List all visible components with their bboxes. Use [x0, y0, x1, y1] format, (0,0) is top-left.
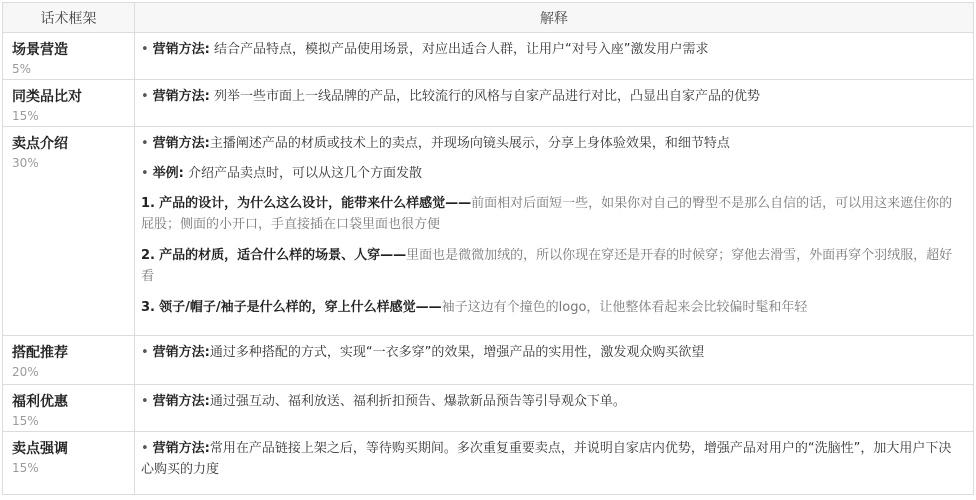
- framework-percent: 30%: [12, 156, 39, 170]
- numbered-item: [141, 193, 963, 235]
- line-label: 营销方法:: [152, 345, 210, 360]
- table-row: [3, 432, 974, 495]
- line-text: 通过多种搭配的方式，实现“一衣多穿”的效果，增强产品的实用性，激发观众购买欲望: [209, 345, 705, 360]
- item-title: 产品的设计，为什么这么设计，能带来什么样感觉——: [159, 196, 472, 211]
- framework-percent: 20%: [12, 365, 39, 379]
- item-number: 3.: [141, 300, 155, 315]
- table-row: [3, 127, 974, 336]
- framework-name: 卖点强调: [12, 441, 68, 457]
- bullet-line: • 营销方法:主播阐述产品的材质或技术上的卖点，并现场向镜头展示，分享上身体验效果，和细节特点: [141, 136, 730, 151]
- framework-name: 场景营造: [12, 42, 68, 58]
- framework-percent: 15%: [12, 109, 39, 123]
- item-number: 1.: [141, 196, 155, 211]
- framework-cell: [3, 432, 135, 495]
- framework-name: 同类品比对: [12, 89, 82, 105]
- framework-percent: 15%: [12, 414, 39, 428]
- line-text: 主播阐述产品的材质或技术上的卖点，并现场向镜头展示，分享上身体验效果，和细节特点: [209, 136, 730, 151]
- framework-cell: [3, 80, 135, 127]
- bullet-line: • 营销方法:通过多种搭配的方式，实现“一衣多穿”的效果，增强产品的实用性，激发观众购买欲望: [141, 345, 705, 360]
- item-detail: 里面也是微微加绒的，所以你现在穿还是开春的时候穿；穿他去滑雪，外面再穿个羽绒服，超好看: [141, 248, 953, 284]
- item-title: 产品的材质，适合什么样的场景、人穿——: [159, 248, 407, 263]
- table-row: [3, 80, 974, 127]
- line-label: 营销方法:: [152, 441, 210, 456]
- line-label: 营销方法:: [152, 89, 210, 104]
- framework-cell: [3, 33, 135, 80]
- table-header-row: [3, 3, 974, 33]
- line-text: 结合产品特点，模拟产品使用场景，对应出适合人群，让用户“对号入座”激发用户需求: [214, 42, 709, 57]
- framework-name: 福利优惠: [12, 394, 68, 410]
- item-title: 领子/帽子/袖子是什么样的，穿上什么样感觉——: [159, 300, 442, 315]
- bullet-line: • 营销方法:通过强互动、福利放送、福利折扣预告、爆款新品预告等引导观众下单。: [141, 394, 626, 409]
- line-label: 举例:: [152, 166, 184, 181]
- framework-name: 搭配推荐: [12, 345, 68, 361]
- framework-percent: 5%: [12, 62, 32, 76]
- header-framework: 话术框架: [3, 3, 135, 33]
- bullet-line: • 营销方法: 列举一些市面上一线品牌的产品，比较流行的风格与自家产品进行对比，凸显出自家产品的优势: [141, 89, 761, 104]
- explanation-cell: [135, 336, 974, 385]
- numbered-item: [141, 245, 963, 287]
- line-label: 营销方法:: [152, 394, 210, 409]
- line-label: 营销方法:: [152, 136, 210, 151]
- item-number: 2.: [141, 248, 155, 263]
- table-row: [3, 336, 974, 385]
- line-label: 营销方法:: [152, 42, 210, 57]
- numbered-item: [141, 297, 963, 318]
- line-text: 介绍产品卖点时，可以从这几个方面发散: [188, 166, 423, 181]
- item-detail: 前面相对后面短一些，如果你对自己的臀型不是那么自信的话，可以用这来遮住你的屁股；侧面的小开口，手直接插在口袋里面也很方便: [141, 196, 953, 232]
- framework-percent: 15%: [12, 461, 39, 475]
- framework-cell: [3, 385, 135, 432]
- bullet-line: • 营销方法: 结合产品特点，模拟产品使用场景，对应出适合人群，让用户“对号入座”激发用户需求: [141, 42, 709, 57]
- line-text: 通过强互动、福利放送、福利折扣预告、爆款新品预告等引导观众下单。: [209, 394, 626, 409]
- line-text: 列举一些市面上一线品牌的产品，比较流行的风格与自家产品进行对比，凸显出自家产品的优势: [214, 89, 761, 104]
- bullet-line: • 营销方法:常用在产品链接上架之后，等待购买期间。多次重复重要卖点，并说明自家店内优势，增强产品对用户的“洗脑性”，加大用户下决心购买的力度: [141, 441, 952, 477]
- bullet-line: • 举例: 介绍产品卖点时，可以从这几个方面发散: [141, 166, 423, 181]
- framework-cell: [3, 336, 135, 385]
- explanation-cell: [135, 385, 974, 432]
- header-explanation: 解释: [135, 3, 974, 33]
- explanation-cell: [135, 432, 974, 495]
- table-row: [3, 385, 974, 432]
- script-framework-table: [2, 2, 974, 495]
- framework-name: 卖点介绍: [12, 136, 68, 152]
- explanation-cell: [135, 127, 974, 336]
- item-detail: 袖子这边有个撞色的logo，让他整体看起来会比较偏时髦和年轻: [441, 300, 808, 315]
- explanation-cell: [135, 33, 974, 80]
- framework-cell: [3, 127, 135, 336]
- explanation-cell: [135, 80, 974, 127]
- table-row: [3, 33, 974, 80]
- line-text: 常用在产品链接上架之后，等待购买期间。多次重复重要卖点，并说明自家店内优势，增强产品对用户的“洗脑性”，加大用户下决心购买的力度: [141, 441, 952, 477]
